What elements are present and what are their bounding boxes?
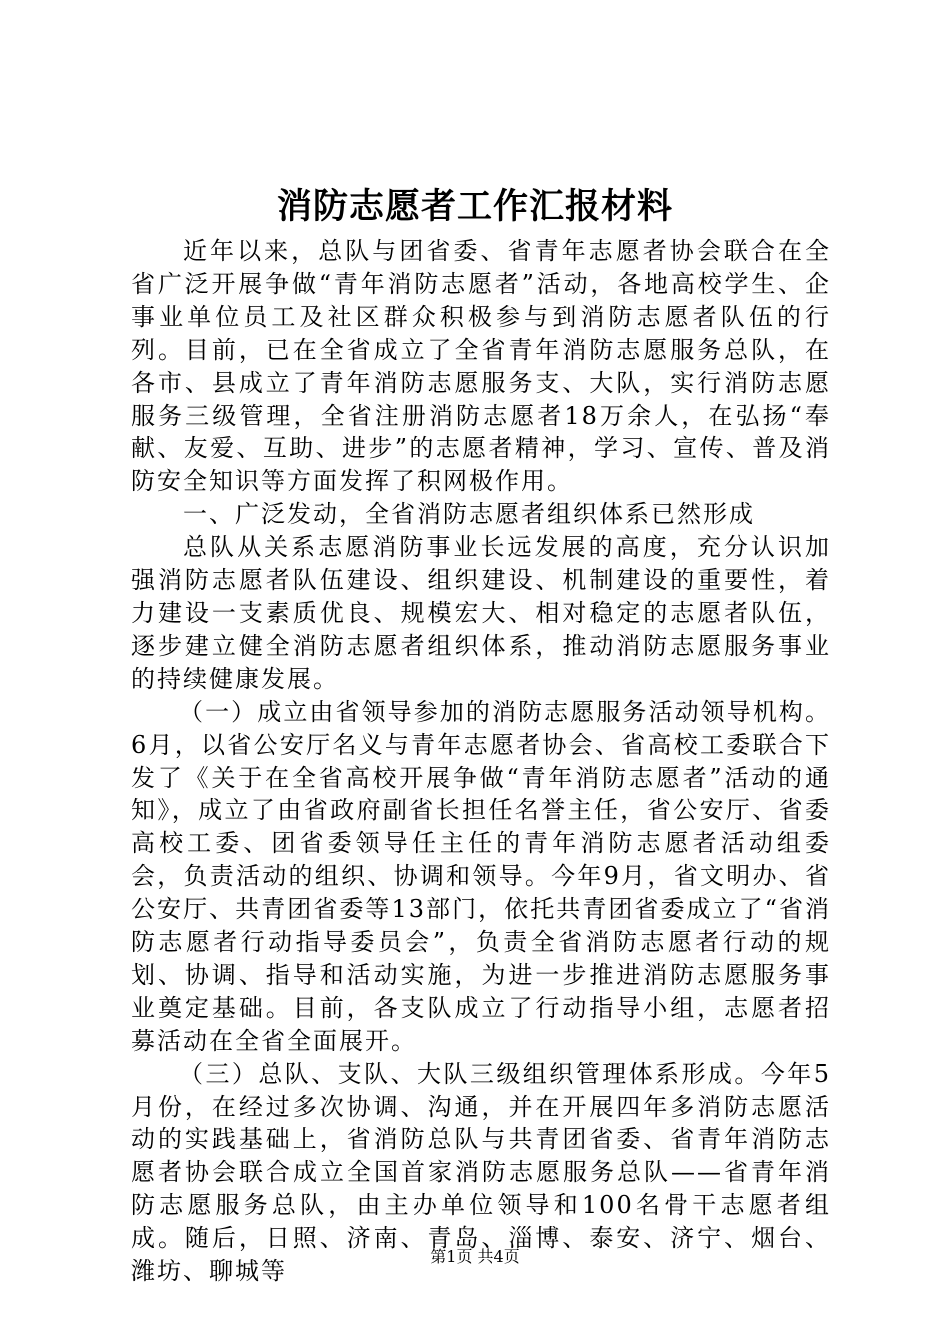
paragraph-section-1: 总队从关系志愿消防事业长远发展的高度，充分认识加强消防志愿者队伍建设、组织建设、机制建设的重要性，着力建设一支素质优良、规模宏大、相对稳定的志愿者队伍，逐步建立健全消防志愿者组织体系，推动消防志愿服务事业的持续健康发展。 <box>131 533 831 693</box>
paragraph-subsection-1: （一）成立由省领导参加的消防志愿服务活动领导机构。6月，以省公安厅名义与青年志愿者协会、省高校工委联合下发了《关于在全省高校开展争做“青年消防志愿者”活动的通知》，成立了由省政府副省长担任名誉主任，省公安厅、省委高校工委、团省委领导任主任的青年消防志愿者活动组委会，负责活动的组织、协调和领导。今年9月，省文明办、省公安厅、共青团省委等13部门，依托共青团省委成立了“省消防志愿者行动指导委员会”，负责全省消防志愿者行动的规划、协调、指导和活动实施，为进一步推进消防志愿服务事业奠定基础。目前，各支队成立了行动指导小组，志愿者招募活动在全省全面展开。 <box>131 697 831 1055</box>
section-heading-1: 一、广泛发动，全省消防志愿者组织体系已然形成 <box>183 500 755 529</box>
page-footer: 第1页 共4页 <box>430 1247 520 1266</box>
paragraph-subsection-3: （三）总队、支队、大队三级组织管理体系形成。今年5月份，在经过多次协调、沟通，并在开展四年多消防志愿活动的实践基础上，省消防总队与共青团省委、省青年消防志愿者协会联合成立全国首家消防志愿服务总队——省青年消防志愿服务总队，由主办单位领导和100名骨干志愿者组成。随后，日照、济南、青岛、淄博、泰安、济宁、烟台、潍坊、聊城等 <box>131 1059 831 1286</box>
document-body <box>131 235 831 1288</box>
paragraph-intro: 近年以来，总队与团省委、省青年志愿者协会联合在全省广泛开展争做“青年消防志愿者”活动，各地高校学生、企事业单位员工及社区群众积极参与到消防志愿者队伍的行列。目前，已在全省成立了全省青年消防志愿服务总队，在各市、县成立了青年消防志愿服务支、大队，实行消防志愿服务三级管理，全省注册消防志愿者18万余人，在弘扬“奉献、友爱、互助、进步”的志愿者精神，学习、宣传、普及消防安全知识等方面发挥了积网极作用。 <box>131 237 831 496</box>
document-title: 消防志愿者工作汇报材料 <box>276 186 673 227</box>
